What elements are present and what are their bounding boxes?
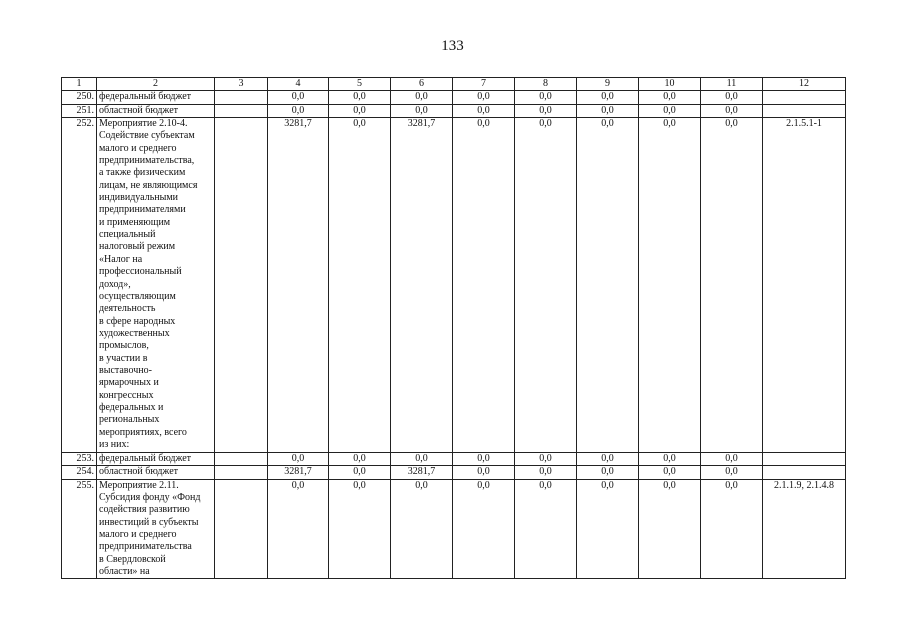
row-reference (763, 104, 846, 117)
row-value: 0,0 (639, 466, 701, 479)
row-value: 0,0 (577, 104, 639, 117)
row-description: областной бюджет (97, 466, 215, 479)
column-header: 1 (62, 78, 97, 91)
row-number: 253. (62, 453, 97, 466)
table-row (62, 479, 846, 579)
row-description: федеральный бюджет (97, 453, 215, 466)
row-value: 0,0 (515, 104, 577, 117)
row-value: 0,0 (453, 104, 515, 117)
column-header: 4 (268, 78, 329, 91)
row-value: 0,0 (577, 479, 639, 579)
table-row (62, 466, 846, 479)
row-value: 0,0 (329, 104, 391, 117)
row-value: 0,0 (329, 479, 391, 579)
column-header: 7 (453, 78, 515, 91)
row-value: 3281,7 (391, 466, 453, 479)
row-number: 252. (62, 118, 97, 453)
column-header: 6 (391, 78, 453, 91)
row-value: 0,0 (268, 479, 329, 579)
row-value: 0,0 (639, 453, 701, 466)
row-value: 0,0 (577, 466, 639, 479)
budget-table (61, 77, 846, 579)
row-value: 0,0 (453, 118, 515, 453)
row-value: 0,0 (639, 479, 701, 579)
row-value: 0,0 (329, 453, 391, 466)
row-value: 0,0 (701, 466, 763, 479)
row-value: 0,0 (577, 118, 639, 453)
row-col3 (215, 466, 268, 479)
row-value: 0,0 (268, 91, 329, 104)
column-header: 8 (515, 78, 577, 91)
column-header: 11 (701, 78, 763, 91)
row-number: 251. (62, 104, 97, 117)
table-row (62, 118, 846, 453)
row-reference: 2.1.1.9, 2.1.4.8 (763, 479, 846, 579)
column-header: 12 (763, 78, 846, 91)
row-value: 0,0 (515, 118, 577, 453)
row-col3 (215, 118, 268, 453)
row-value: 0,0 (701, 453, 763, 466)
row-number: 250. (62, 91, 97, 104)
row-number: 254. (62, 466, 97, 479)
row-value: 0,0 (453, 479, 515, 579)
row-value: 0,0 (329, 466, 391, 479)
row-value: 0,0 (701, 479, 763, 579)
row-value: 0,0 (515, 479, 577, 579)
table-row (62, 104, 846, 117)
row-value: 0,0 (639, 91, 701, 104)
table-row (62, 453, 846, 466)
table-body (62, 91, 846, 579)
row-value: 0,0 (577, 91, 639, 104)
row-value: 0,0 (268, 104, 329, 117)
column-header: 2 (97, 78, 215, 91)
row-value: 0,0 (701, 118, 763, 453)
row-value: 0,0 (391, 91, 453, 104)
column-header: 3 (215, 78, 268, 91)
row-description: федеральный бюджет (97, 91, 215, 104)
row-reference: 2.1.5.1-1 (763, 118, 846, 453)
row-value: 0,0 (391, 453, 453, 466)
row-value: 0,0 (639, 118, 701, 453)
row-value: 0,0 (453, 466, 515, 479)
row-value: 3281,7 (268, 118, 329, 453)
row-value: 0,0 (391, 479, 453, 579)
row-value: 3281,7 (391, 118, 453, 453)
row-value: 3281,7 (268, 466, 329, 479)
row-value: 0,0 (701, 104, 763, 117)
row-value: 0,0 (453, 91, 515, 104)
row-col3 (215, 91, 268, 104)
row-value: 0,0 (515, 91, 577, 104)
row-value: 0,0 (329, 91, 391, 104)
row-value: 0,0 (268, 453, 329, 466)
row-reference (763, 466, 846, 479)
row-description: областной бюджет (97, 104, 215, 117)
row-value: 0,0 (577, 453, 639, 466)
row-value: 0,0 (329, 118, 391, 453)
row-description: Мероприятие 2.10-4. Содействие субъектам малого и среднего предпринимательства, а также физическим лицам, не являющимся индивидуальными предпринимателями и применяющим специальный налоговый режим «Налог на профессиональный доход», осуществляющим деятельность в сфере народных художественных промыслов, в участии в выставочно- ярмарочных и конгрессных федеральных и региональных мероприятиях, всего из них: (97, 118, 215, 453)
row-col3 (215, 479, 268, 579)
row-value: 0,0 (515, 466, 577, 479)
table-header-row (62, 78, 846, 91)
row-reference (763, 91, 846, 104)
row-col3 (215, 104, 268, 117)
row-value: 0,0 (701, 91, 763, 104)
row-description: Мероприятие 2.11. Субсидия фонду «Фонд содействия развитию инвестиций в субъекты малого и среднего предпринимательства в Свердловской области» на (97, 479, 215, 579)
row-value: 0,0 (453, 453, 515, 466)
table-row (62, 91, 846, 104)
row-col3 (215, 453, 268, 466)
column-header: 5 (329, 78, 391, 91)
row-number: 255. (62, 479, 97, 579)
row-value: 0,0 (639, 104, 701, 117)
row-value: 0,0 (515, 453, 577, 466)
page-number: 133 (441, 38, 464, 54)
row-value: 0,0 (391, 104, 453, 117)
column-header: 9 (577, 78, 639, 91)
row-reference (763, 453, 846, 466)
column-header: 10 (639, 78, 701, 91)
